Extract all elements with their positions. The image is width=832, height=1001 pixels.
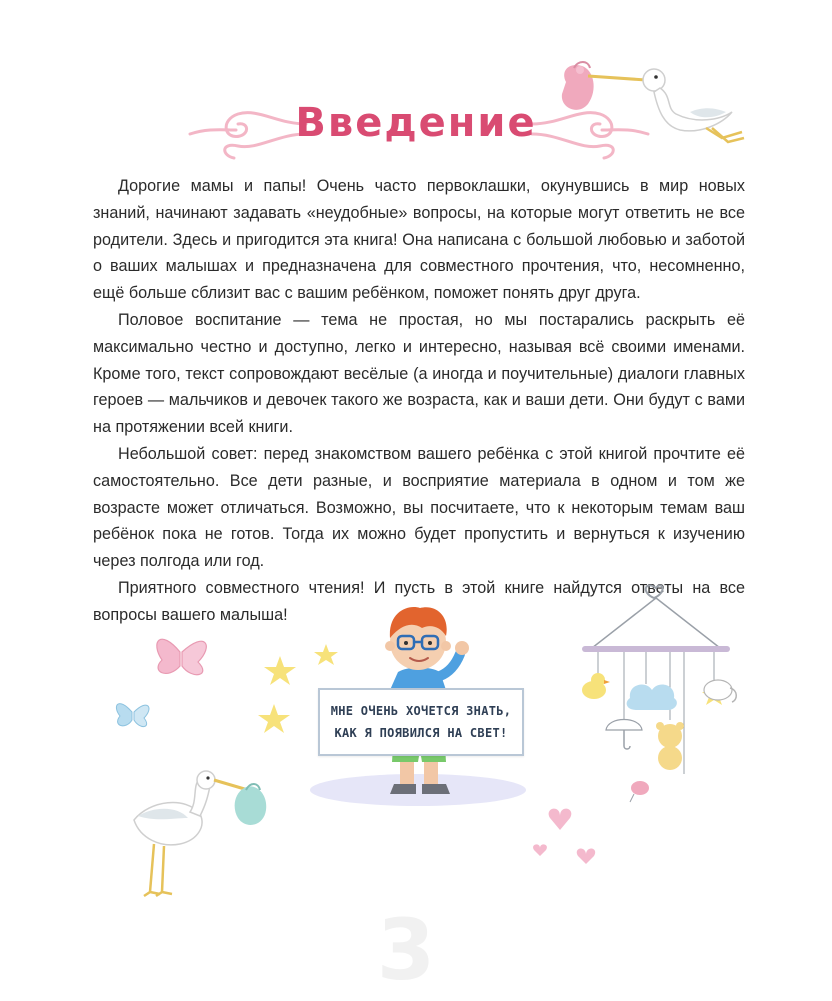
heart-icon [549, 809, 572, 830]
baby-mobile-icon [576, 580, 756, 820]
paragraph: Половое воспитание — тема не простая, но мы постарались раскрыть её максимально честно и доступно, легко и интересно, называя всё своими именами. Кроме того, текст сопровождают весёлые (а иногда и поучительные) диалоги главных героев — мальчиков и девочек такого же возраста, как и ваши дети. Они будут с вами на протяжении всей книги. [93, 310, 745, 437]
paragraph: Приятного совместного чтения! И пусть в этой книге найдутся ответы на все вопросы вашего малыша! [93, 578, 745, 624]
stork-top-icon [0, 0, 832, 160]
paragraph: Дорогие мамы и папы! Очень часто первоклашки, окунувшись в мир новых знаний, начинают задавать «неудобные» вопросы, на которые могут ответить не все родители. Здесь и пригодится эта книга! Она написана с большой любовью и заботой о ваших малышах и предназначена для совместного прочтения, что, несомненно, ещё больше сблизит вас с вашим ребёнком, поможет понять друг друга. [93, 177, 745, 303]
butterfly-pink-icon [157, 639, 207, 674]
page-number: 3 [376, 901, 436, 999]
page-title: Введение [295, 100, 537, 146]
hearts-group [520, 800, 640, 900]
speech-sign [318, 688, 524, 756]
butterfly-blue-icon [116, 704, 149, 727]
star-icon [258, 704, 290, 733]
intro-text [93, 173, 745, 629]
heart-icon [533, 844, 547, 856]
sign-line: МНЕ ОЧЕНЬ ХОЧЕТСЯ ЗНАТЬ, [330, 704, 512, 718]
paragraph: Небольшой совет: перед знакомством вашего ребёнка с этой книгой прочтите её самостоятельно. Все дети разные, и восприятие материала в одном и том же возрасте может отличаться. Возможно, вы посчитаете, что к некоторым темам ваш ребёнок пока не готов. Тогда их можно будет пропустить и вернуться к изучению через полгода или год. [93, 444, 745, 571]
sign-line: КАК Я ПОЯВИЛСЯ НА СВЕТ! [334, 726, 508, 740]
heart-icon [577, 848, 595, 864]
